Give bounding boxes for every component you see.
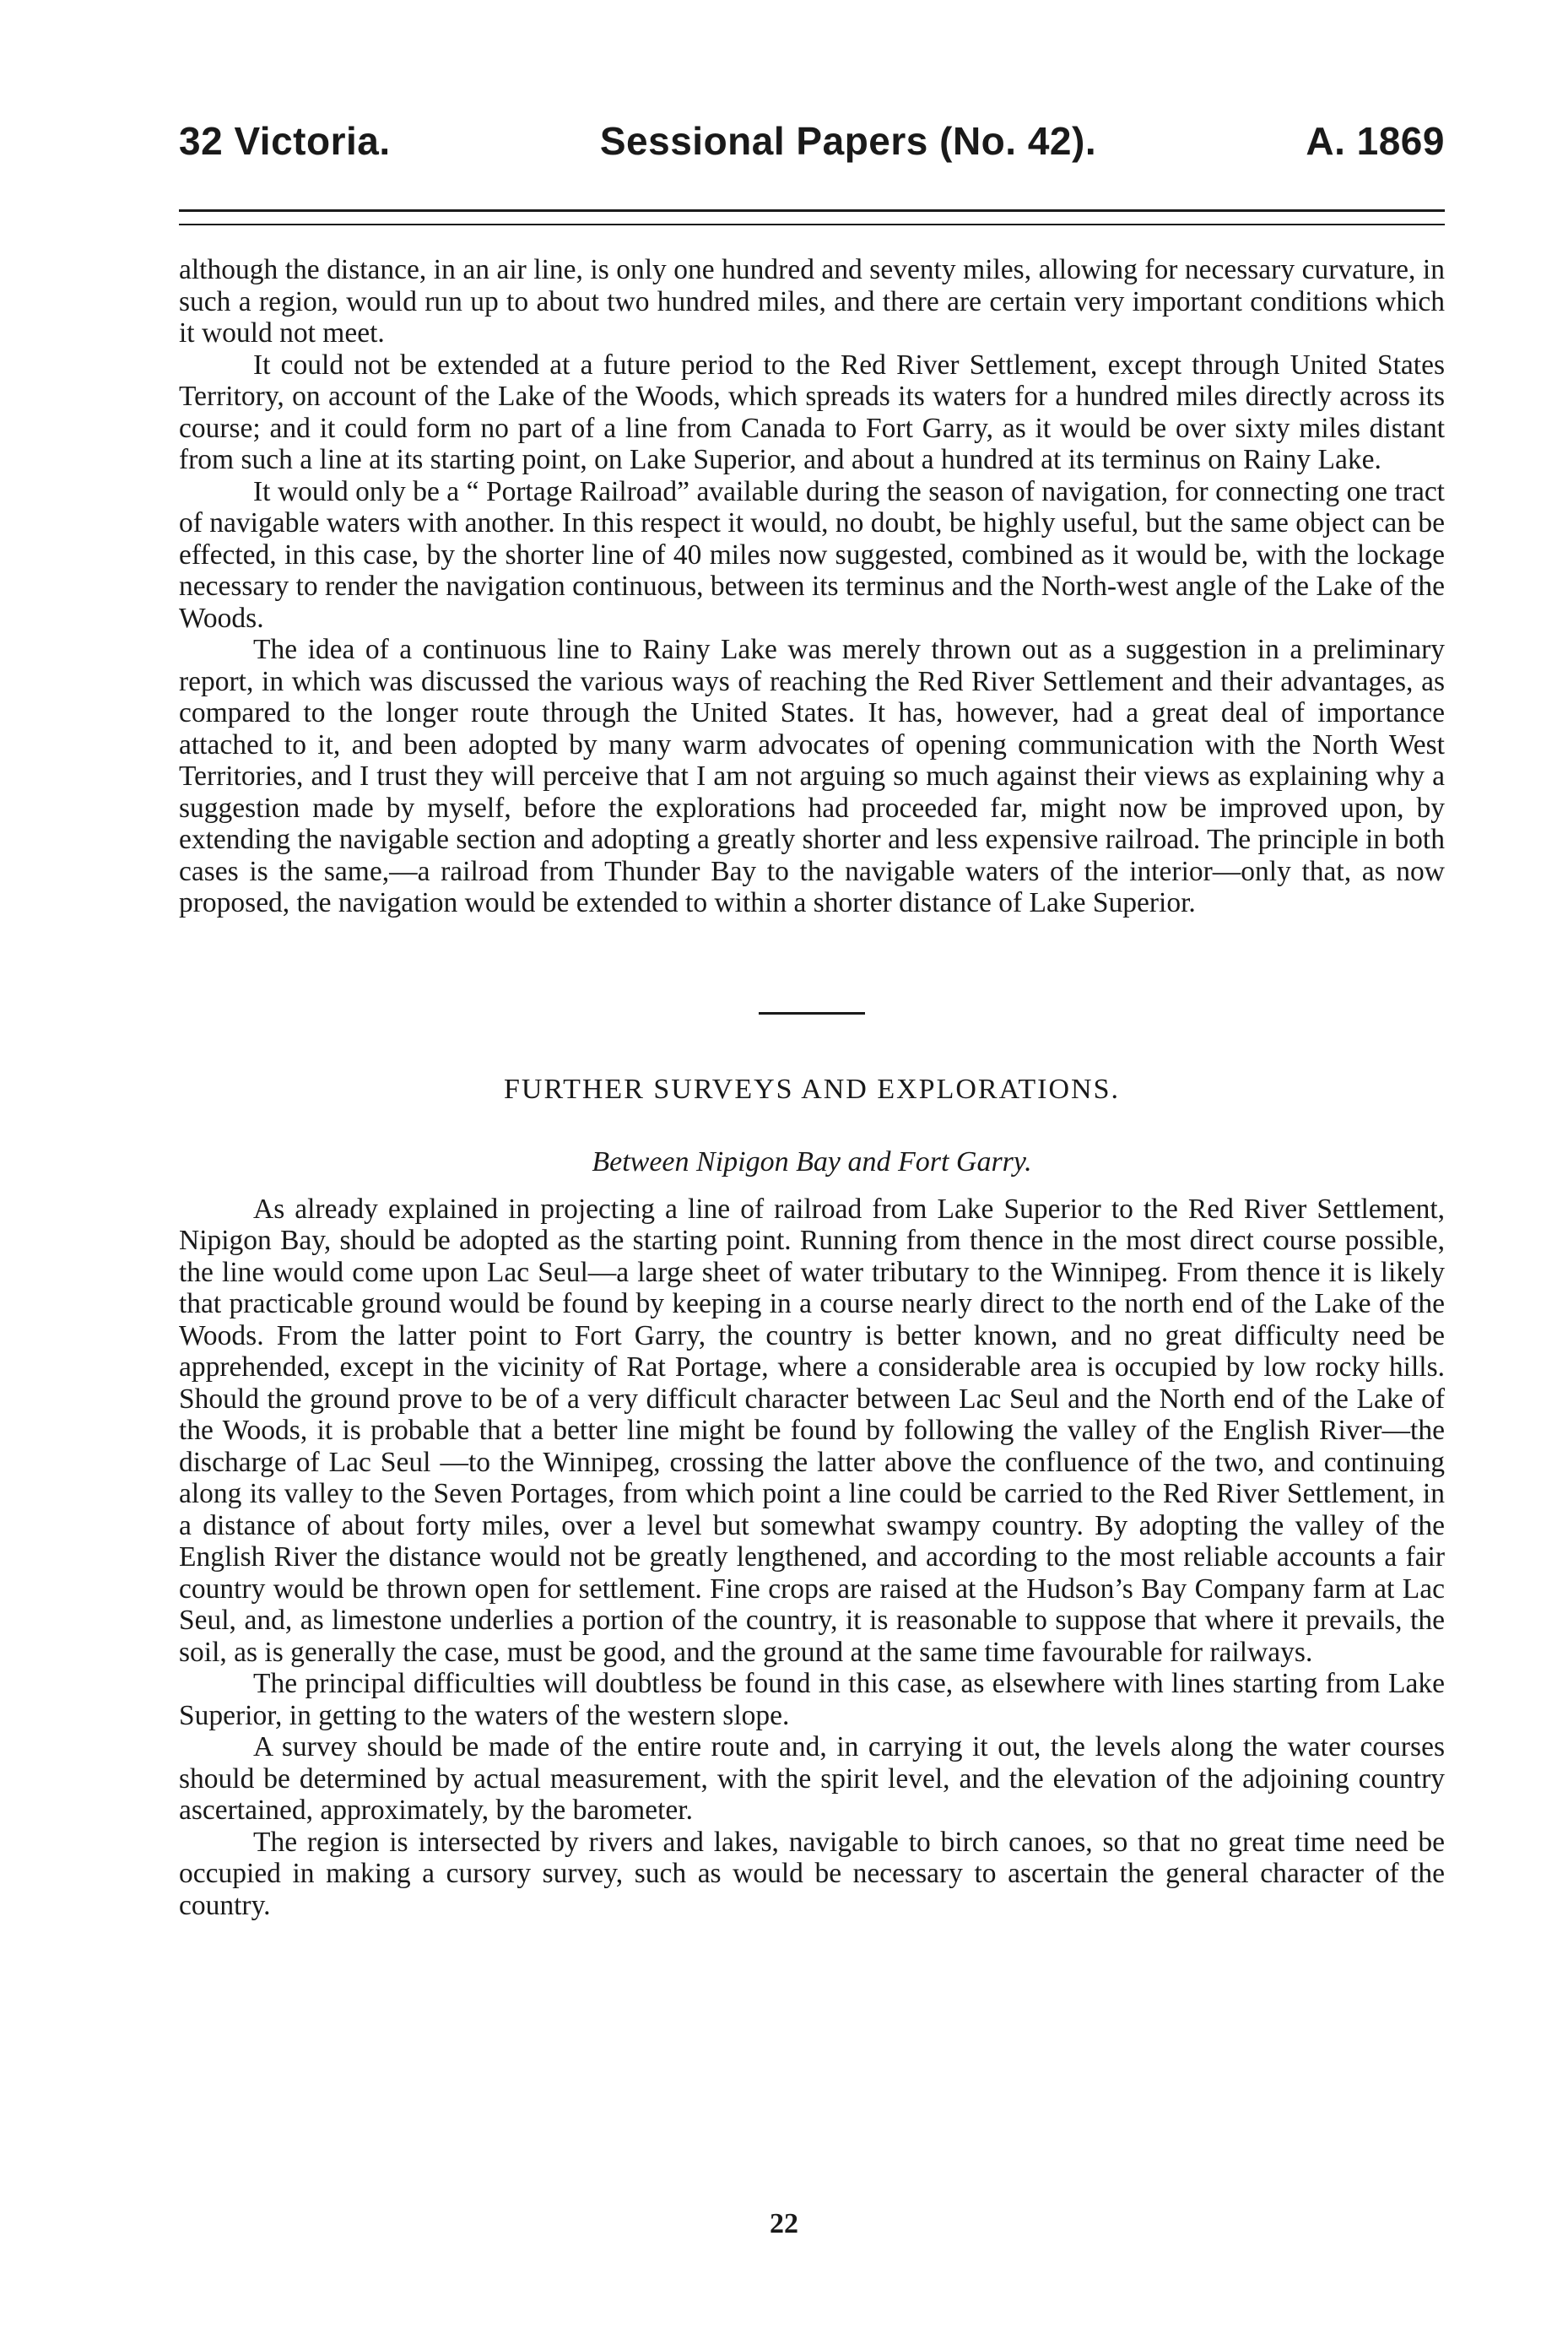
- section-body: [179, 1194, 1445, 1922]
- paragraph: The region is intersected by rivers and lakes, navigable to birch canoes, so that no great time need be occupied in making a cursory survey, such as would be necessary to ascertain the general character of the country.: [179, 1826, 1445, 1921]
- header-double-rule: [179, 209, 1445, 225]
- paragraph: As already explained in projecting a line of railroad from Lake Superior to the Red River Settlement, Nipigon Bay, should be adopted as the starting point. Running from thence in the most direct course possible, the line would come upon Lac Seul—a large sheet of water tributary to the Winnipeg. From thence it is likely that practicable ground would be found by keeping in a course nearly direct to the north end of the Lake of the Woods. From the latter point to Fort Garry, the country is better known, and no great difficulty need be apprehended, except in the vicinity of Rat Portage, where a considerable area is occupied by low rocky hills. Should the ground prove to be of a very difficult character between Lac Seul and the North end of the Lake of the Woods, it is probable that a better line might be found by following the valley of the English River—the discharge of Lac Seul —to the Winnipeg, crossing the latter above the confluence of the two, and continuing along its valley to the Seven Portages, from which point a line could be carried to the Red River Settlement, in a distance of about forty miles, over a level but somewhat swampy country. By adopting the valley of the English River the distance would not be greatly lengthened, and according to the most reliable accounts a fair country would be thrown open for settlement. Fine crops are raised at the Hudson’s Bay Company farm at Lac Seul, and, as limestone underlies a portion of the country, it is reasonable to suppose that where it prevails, the soil, as is generally the case, must be good, and the ground at the same time favourable for railways.: [179, 1193, 1445, 1668]
- page-number: 22: [770, 2208, 798, 2239]
- header-session: 32 Victoria.: [179, 119, 391, 163]
- paragraph: It could not be extended at a future period to the Red River Settlement, except through United States Territory, on account of the Lake of the Woods, which spreads its waters for a hundred miles directly across its course; and it could form no part of a line from Canada to Fort Garry, as it would be over sixty miles distant from such a line at its starting point, on Lake Superior, and about a hundred at its terminus on Rainy Lake.: [179, 349, 1445, 475]
- body-text-top: [179, 254, 1445, 919]
- paragraph: The principal difficulties will doubtless be found in this case, as elsewhere with lines starting from Lake Superior, in getting to the waters of the western slope.: [179, 1668, 1445, 1731]
- document-page: [179, 118, 1445, 1921]
- paragraph: The idea of a continuous line to Rainy Lake was merely thrown out as a suggestion in a preliminary report, in which was discussed the various ways of reaching the Red River Settlement and their advantages, as compared to the longer route through the United States. It has, however, had a great deal of importance attached to it, and been adopted by many warm advocates of opening communication with the North West Territories, and I trust they will perceive that I am not arguing so much against their views as explaining why a suggestion made by myself, before the explorations had proceeded far, might now be improved upon, by extending the navigable section and adopting a greatly shorter and less expensive railroad. The principle in both cases is the same,—a railroad from Thunder Bay to the navigable waters of the interior—only that, as now proposed, the navigation would be extended to within a shorter distance of Lake Superior.: [179, 634, 1445, 918]
- paragraph: It would only be a “ Portage Railroad” available during the season of navigation, for connecting one tract of navigable waters with another. In this respect it would, no doubt, be highly useful, but the same object can be effected, in this case, by the shorter line of 40 miles now suggested, combined as it would be, with the lockage necessary to render the navigation continuous, between its terminus and the North-west angle of the Lake of the Woods.: [179, 475, 1445, 634]
- header-series-title: Sessional Papers (No. 42).: [599, 119, 1097, 163]
- section-subtitle: Between Nipigon Bay and Fort Garry.: [592, 1145, 1032, 1178]
- paragraph-continued: although the distance, in an air line, is only one hundred and seventy miles, allowing for necessary curvature, in such a region, would run up to about two hundred miles, and there are certain very important conditions which it would not meet.: [179, 254, 1445, 349]
- paragraph: A survey should be made of the entire route and, in carrying it out, the levels along the water courses should be determined by actual measurement, with the spirit level, and the elevation of the adjoining country ascertained, approximately, by the barometer.: [179, 1731, 1445, 1826]
- section-divider: [759, 1012, 865, 1015]
- section-title: FURTHER SURVEYS AND EXPLORATIONS.: [504, 1073, 1120, 1105]
- header-year: A. 1869: [1306, 119, 1445, 163]
- running-header: [179, 118, 1445, 186]
